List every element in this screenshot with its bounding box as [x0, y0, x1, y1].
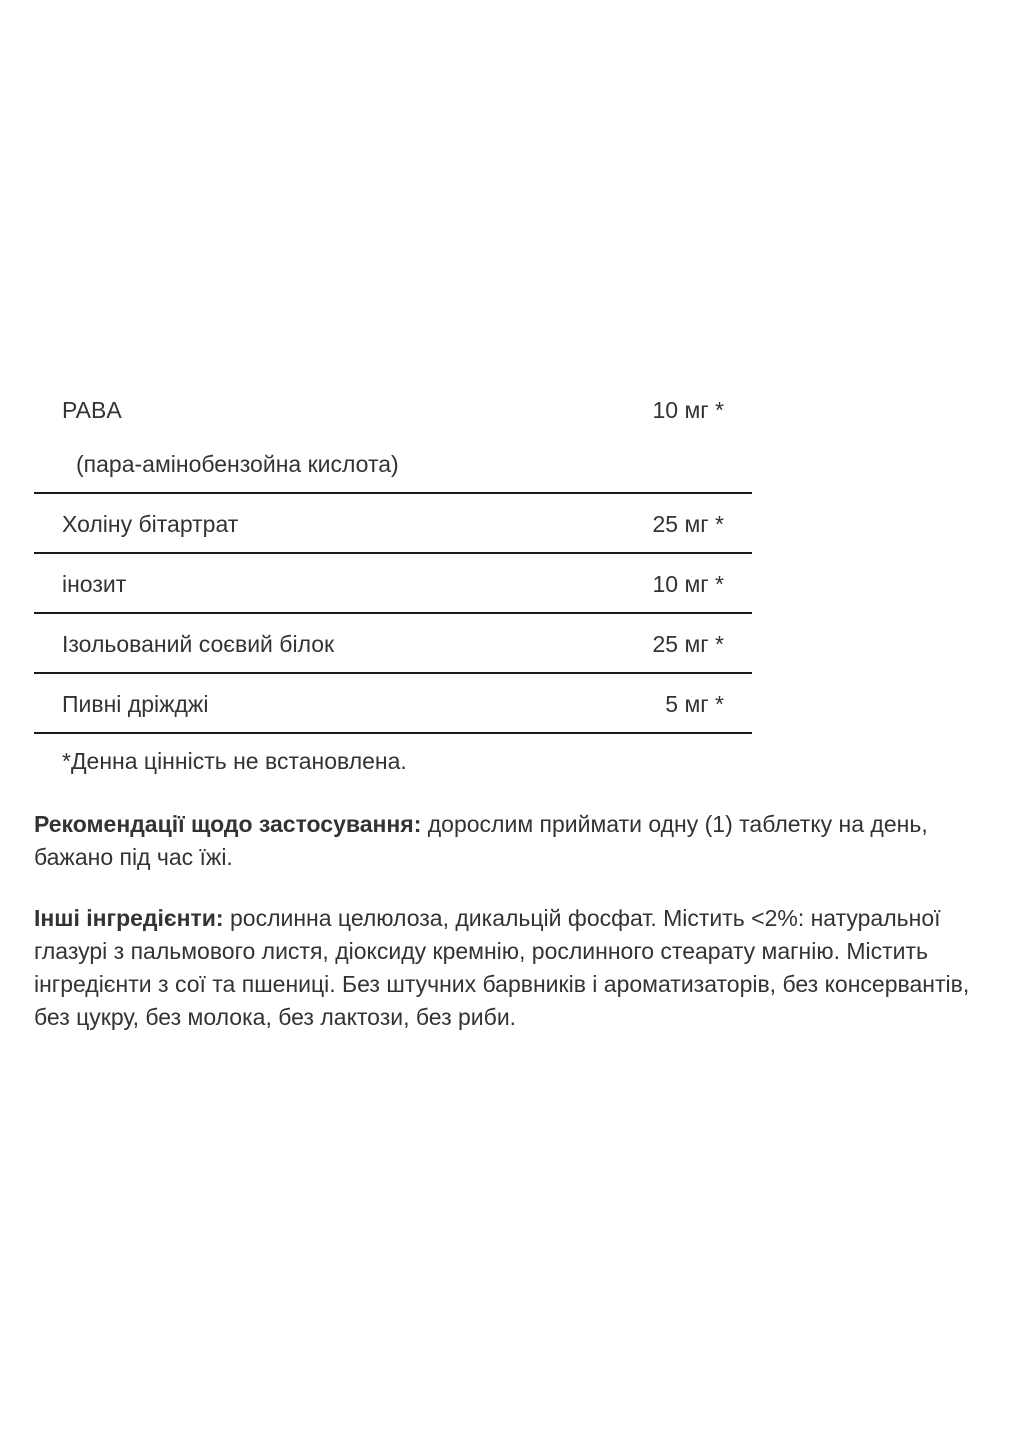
table-row: [34, 614, 752, 674]
usage-label: Рекомендації щодо застосування:: [34, 811, 422, 837]
ingredient-amount: 10 мг *: [652, 397, 724, 423]
ingredient-amount: 10 мг *: [652, 571, 724, 597]
table-row: [34, 384, 752, 494]
table-row: [34, 494, 752, 554]
table-row: [34, 554, 752, 614]
ingredient-subtitle: (пара-амінобензойна кислота): [76, 451, 399, 477]
ingredient-amount: 25 мг *: [652, 631, 724, 657]
ingredient-amount: 25 мг *: [652, 511, 724, 537]
ingredient-name: Ізольований соєвий білок: [62, 631, 335, 657]
ingredient-name: Пивні дріжджі: [62, 691, 209, 717]
ingredient-amount: 5 мг *: [665, 691, 724, 717]
ingredient-name: PABA: [62, 397, 122, 423]
usage-text: дорослим приймати одну (1) таблетку на день, бажано під час їжі.: [34, 811, 928, 870]
other-ingredients-paragraph: [34, 902, 1002, 1034]
ingredient-name: інозит: [62, 571, 127, 597]
ingredient-name: Холіну бітартрат: [62, 511, 239, 537]
usage-paragraph: [34, 808, 1002, 874]
supplement-facts-table: [34, 384, 752, 734]
daily-value-footnote: *Денна цінність не встановлена.: [62, 748, 407, 774]
ingredients-label: Інші інгредієнти:: [34, 905, 224, 931]
ingredients-text: рослинна целюлоза, дикальцій фосфат. Містить <2%: натуральної глазурі з пальмового листя, діоксиду кремнію, рослинного стеарату магнію. Містить інгредієнти з сої та пшениці. Без штучних барвників і ароматизаторів, без консервантів, без цукру, без молока, без лактози, без риби.: [34, 905, 970, 1030]
table-row: [34, 674, 752, 734]
